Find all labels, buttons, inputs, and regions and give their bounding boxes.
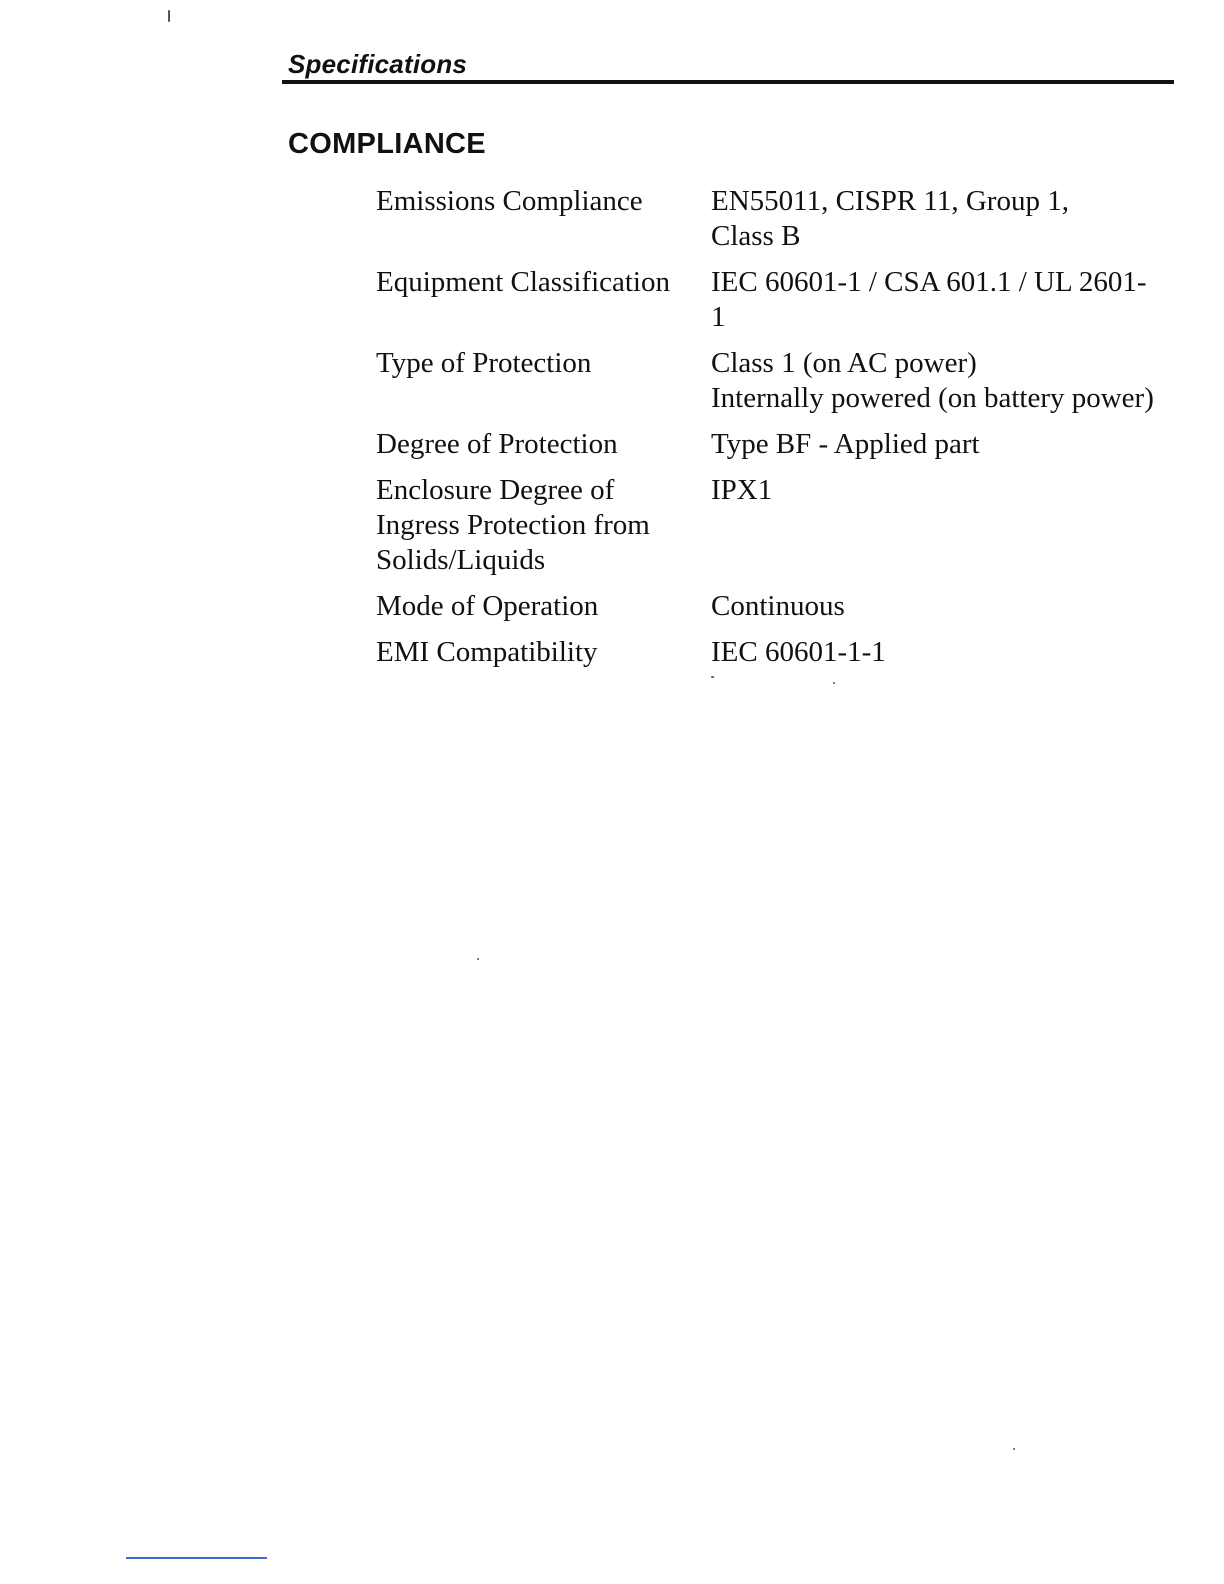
spec-value-line: Class 1 (on AC power): [711, 347, 977, 379]
spec-key: Emissions Compliance: [376, 185, 643, 217]
spec-key: EMI Compatibility: [376, 636, 598, 668]
spec-value-line: 1: [711, 301, 726, 333]
spec-key: Enclosure Degree of Ingress Protection from Solids/Liquids: [376, 474, 650, 576]
spec-key: Type of Protection: [376, 347, 592, 379]
section-title: COMPLIANCE: [288, 128, 486, 160]
spec-value: [711, 589, 1196, 624]
spec-value-line: IPX1: [711, 474, 773, 506]
spec-value-line: IEC 60601-1 / CSA 601.1 / UL 2601-: [711, 266, 1147, 298]
footer-rule: [126, 1557, 267, 1559]
spec-value: [711, 427, 1196, 462]
running-header: Specifications: [288, 49, 468, 79]
scan-speck: [477, 958, 479, 960]
spec-row-equipment-classification: [376, 265, 1196, 335]
spec-key: Mode of Operation: [376, 590, 599, 622]
spec-row-emi-compatibility: [376, 635, 1196, 670]
spec-value: [711, 635, 1196, 670]
spec-row-enclosure-ingress-protection: [376, 473, 1196, 578]
scan-speck: [833, 682, 835, 684]
spec-value-line: IEC 60601-1-1: [711, 636, 886, 668]
spec-value: [711, 184, 1196, 254]
spec-key: Degree of Protection: [376, 428, 618, 460]
spec-row-type-of-protection: [376, 346, 1196, 416]
spec-value-line: EN55011, CISPR 11, Group 1,: [711, 185, 1069, 217]
spec-value-line: Internally powered (on battery power): [711, 382, 1154, 414]
spec-row-emissions-compliance: [376, 184, 1196, 254]
header-rule: [282, 80, 1174, 84]
compliance-spec-table: [376, 184, 1196, 681]
scan-speck: [168, 10, 170, 22]
spec-value: [711, 473, 1196, 578]
spec-key: Equipment Classification: [376, 266, 670, 298]
spec-row-mode-of-operation: [376, 589, 1196, 624]
spec-value-line: Continuous: [711, 590, 845, 622]
spec-value: [711, 346, 1196, 416]
spec-value-line: Type BF - Applied part: [711, 428, 980, 460]
scan-speck: [1013, 1448, 1015, 1450]
spec-row-degree-of-protection: [376, 427, 1196, 462]
spec-value: [711, 265, 1196, 335]
spec-value-line: Class B: [711, 220, 801, 252]
